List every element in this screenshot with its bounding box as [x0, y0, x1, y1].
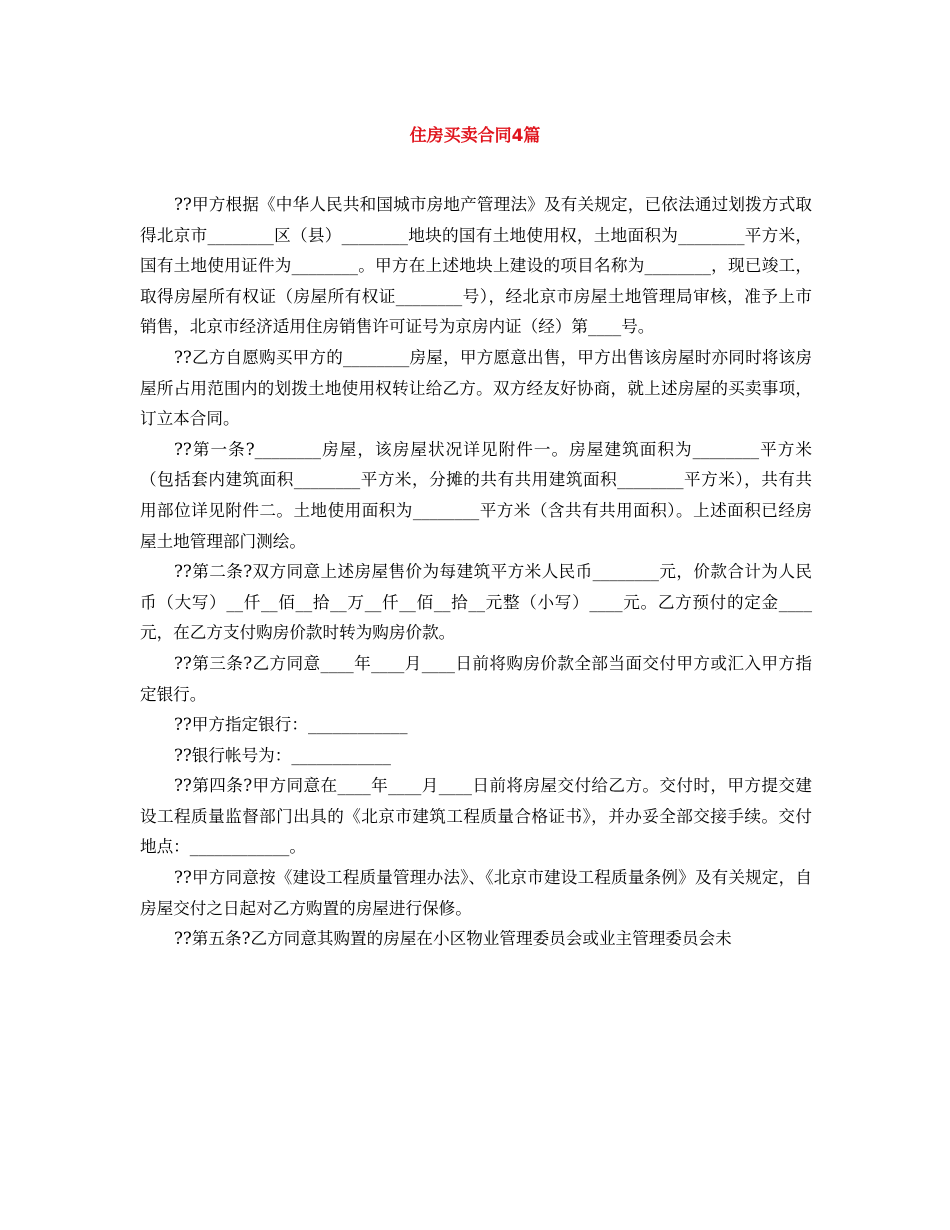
paragraph-designated-bank: ??甲方指定银行：____________ — [174, 715, 408, 735]
paragraph-article-4: ??第四条?甲方同意在____年____月____日前将房屋交付给乙方。交付时，甲方提交建设工程质量监督部门出具的《北京市建筑工程质量合格证书》，并办妥全部交接手续。交付地点：____________。 — [140, 776, 812, 857]
paragraph-article-2: ??第二条?双方同意上述房屋售价为每建筑平方米人民币________元，价款合计为人民币（大写）__仟__佰__拾__万__仟__佰__拾__元整（小写）____元。乙方预付的定金____元，在乙方支付购房价款时转为购房价款。 — [140, 562, 812, 643]
paragraph-warranty: ??甲方同意按《建设工程质量管理办法》、《北京市建设工程质量条例》及有关规定，自房屋交付之日起对乙方购置的房屋进行保修。 — [140, 868, 812, 918]
paragraph-article-3: ??第三条?乙方同意____年____月____日前将购房价款全部当面交付甲方或汇入甲方指定银行。 — [140, 653, 812, 704]
paragraph-bank-account: ??银行帐号为：____________ — [174, 745, 391, 765]
paragraph-purchase-intent: ??乙方自愿购买甲方的________房屋，甲方愿意出售，甲方出售该房屋时亦同时将该房屋所占用范围内的划拨土地使用权转让给乙方。双方经友好协商，就上述房屋的买卖事项，订立本合同。 — [140, 347, 812, 429]
document-title: 住房买卖合同4篇 — [409, 126, 541, 146]
document-body — [140, 190, 812, 955]
paragraph-article-1: ??第一条?________房屋，该房屋状况详见附件一。房屋建筑面积为________平方米（包括套内建筑面积________平方米，分摊的共有共用建筑面积________平方米），共有共用部位详见附件二。土地使用面积为________平方米（含共有共用面积）。上述面积已经房屋土地管理部门测绘。 — [140, 439, 812, 551]
paragraph-article-5: ??第五条?乙方同意其购置的房屋在小区物业管理委员会或业主管理委员会未 — [174, 929, 732, 949]
paragraph-land-rights: ??甲方根据《中华人民共和国城市房地产管理法》及有关规定，已依法通过划拨方式取得北京市________区（县）________地块的国有土地使用权，土地面积为________平方米，国有土地使用证件为________。甲方在上述地块上建设的项目名称为________，现已竣工，取得房屋所有权证（房屋所有权证________号），经北京市房屋土地管理局审核，准予上市销售，北京市经济适用住房销售许可证号为京房内证（经）第____号。 — [140, 195, 812, 337]
